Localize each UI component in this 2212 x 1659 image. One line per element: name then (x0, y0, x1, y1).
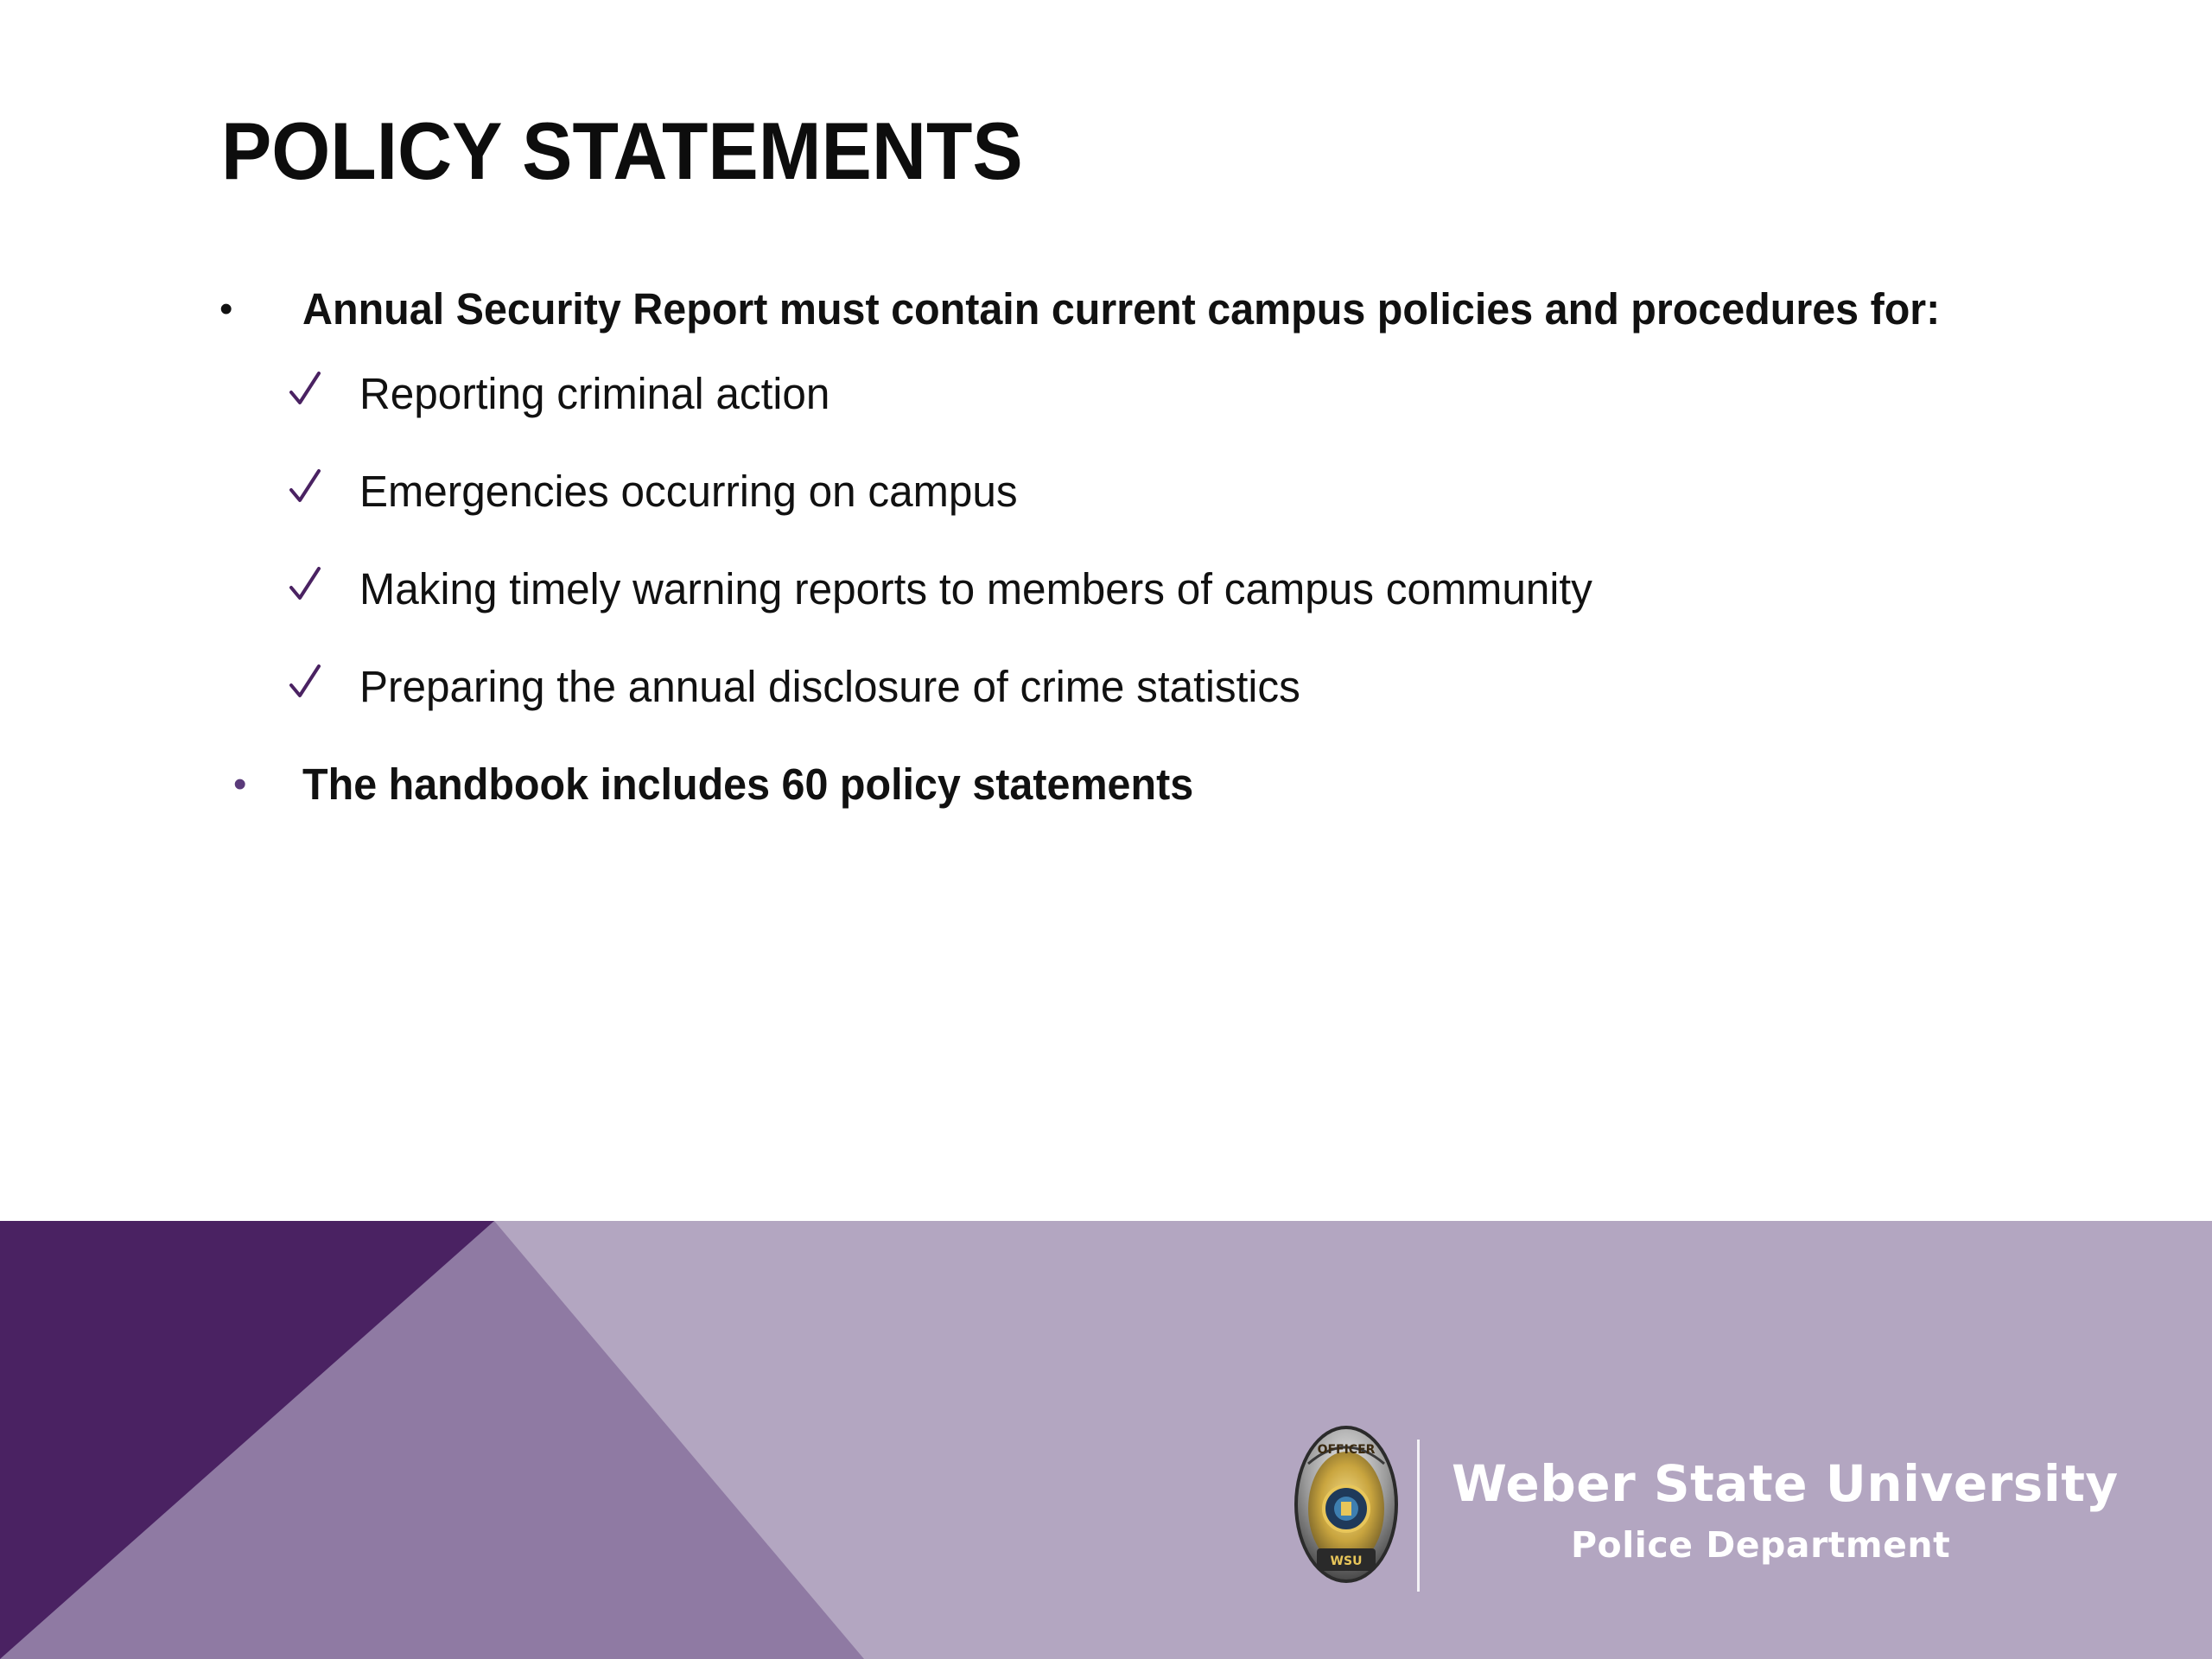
org-name: Weber State University (1452, 1454, 2119, 1513)
check-item-text: Reporting criminal action (359, 369, 830, 418)
checkmark-icon (289, 567, 321, 601)
badge-label-bottom: WSU (1330, 1554, 1363, 1568)
bullet-marker: • (219, 288, 233, 330)
police-badge-icon (1291, 1422, 1402, 1586)
bullet-text: The handbook includes 60 policy statements (302, 760, 1194, 809)
checkmark-icon (289, 469, 321, 504)
logo-divider (1417, 1440, 1420, 1592)
bullet-marker: • (233, 763, 247, 805)
check-item-text: Emergencies occurring on campus (359, 467, 1018, 516)
slide-title: POLICY STATEMENTS (221, 105, 1023, 196)
checkmark-icon (289, 372, 321, 406)
badge-label-top: OFFICER (1317, 1443, 1376, 1457)
check-item-text: Preparing the annual disclosure of crime statistics (359, 662, 1300, 711)
checkmark-icon (289, 664, 321, 699)
check-item-text: Making timely warning reports to members of campus community (359, 564, 1592, 613)
bullet-text: Annual Security Report must contain current campus policies and procedures for: (302, 284, 1941, 334)
university-logo (1291, 1422, 2119, 1595)
org-subtitle: Police Department (1571, 1524, 1951, 1566)
